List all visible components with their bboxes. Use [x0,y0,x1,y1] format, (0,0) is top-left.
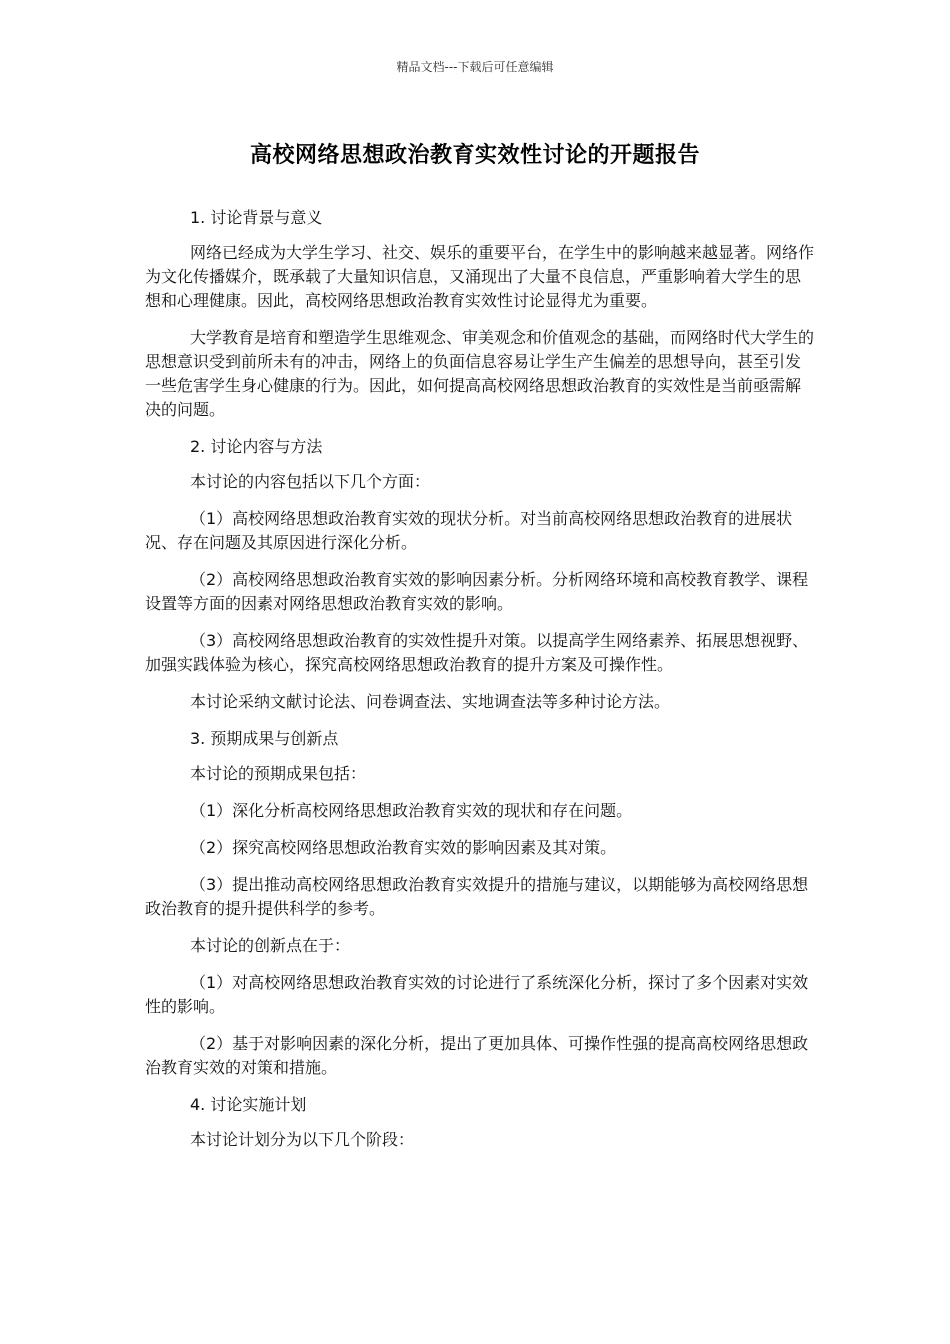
paragraph: 本讨论采纳文献讨论法、问卷调查法、实地调查法等多种讨论方法。 [190,692,671,711]
paragraph: 本讨论计划分为以下几个阶段： [190,1130,415,1149]
list-item: （2）探究高校网络思想政治教育实效的影响因素及其对策。 [190,838,617,857]
paragraph: 网络已经成为大学生学习、社交、娱乐的重要平台，在学生中的影响越来越显著。网络作为文化传播媒介，既承载了大量知识信息，又涌现出了大量不良信息，严重影响着大学生的思想和心理健康。因此，高校网络思想政治教育实效性讨论显得尤为重要。 [145,243,815,310]
list-item: （1）深化分析高校网络思想政治教育实效的现状和存在问题。 [190,801,633,820]
section-heading: 1. 讨论背景与意义 [190,208,323,227]
section-heading: 2. 讨论内容与方法 [190,437,323,456]
paragraph: 大学教育是培育和塑造学生思维观念、审美观念和价值观念的基础，而网络时代大学生的思想意识受到前所未有的冲击，网络上的负面信息容易让学生产生偏差的思想导向，甚至引发一些危害学生身心健康的行为。因此，如何提高高校网络思想政治教育的实效性是当前亟需解决的问题。 [145,328,815,419]
section-heading: 4. 讨论实施计划 [190,1095,307,1114]
header-note: 精品文档---下载后可任意编辑 [396,60,554,74]
list-item: （3）高校网络思想政治教育的实效性提升对策。以提高学生网络素养、拓展思想视野、加强实践体验为核心，探究高校网络思想政治教育的提升方案及可操作性。 [145,631,809,674]
list-item: （1）高校网络思想政治教育实效的现状分析。对当前高校网络思想政治教育的进展状况、存在问题及其原因进行深化分析。 [145,509,793,552]
list-item: （1）对高校网络思想政治教育实效的讨论进行了系统深化分析，探讨了多个因素对实效性的影响。 [145,973,809,1016]
paragraph: 本讨论的预期成果包括： [190,764,367,783]
list-item: （2）基于对影响因素的深化分析，提出了更加具体、可操作性强的提高高校网络思想政治教育实效的对策和措施。 [145,1034,809,1077]
document-body [145,206,815,1165]
document-title: 高校网络思想政治教育实效性讨论的开题报告 [249,143,700,168]
paragraph: 本讨论的内容包括以下几个方面： [190,472,431,491]
list-item: （2）高校网络思想政治教育实效的影响因素分析。分析网络环境和高校教育教学、课程设置等方面的因素对网络思想政治教育实效的影响。 [145,570,809,613]
paragraph: 本讨论的创新点在于： [190,936,351,955]
list-item: （3）提出推动高校网络思想政治教育实效提升的措施与建议，以期能够为高校网络思想政治教育的提升提供科学的参考。 [145,875,809,918]
section-heading: 3. 预期成果与创新点 [190,729,339,748]
